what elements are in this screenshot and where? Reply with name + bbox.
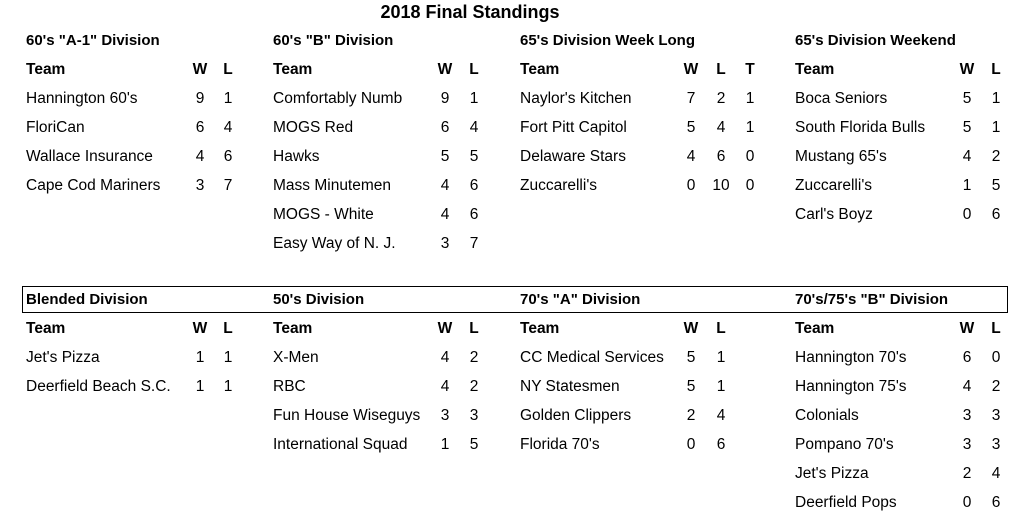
division-title: 70's/75's "B" Division [795,291,949,308]
losses: 10 [712,177,730,194]
losses: 6 [991,494,1001,511]
losses: 1 [223,90,233,107]
losses: 6 [469,177,479,194]
wins: 4 [962,378,972,395]
wins: 5 [686,119,696,136]
header-wins: W [437,320,453,337]
team-name: Golden Clippers [520,407,632,424]
wins: 4 [440,206,450,223]
ties: 0 [745,148,755,165]
header-losses: L [716,320,726,337]
losses: 2 [469,349,479,366]
wins: 3 [195,177,205,194]
team-name: MOGS - White [273,206,374,223]
team-name: Colonials [795,407,859,424]
header-losses: L [223,61,233,78]
team-name: Naylor's Kitchen [520,90,632,107]
team-name: Comfortably Numb [273,90,403,107]
division-title: Blended Division [26,291,148,308]
team-name: Hannington 60's [26,90,138,107]
wins: 1 [440,436,450,453]
division-title: 60's "B" Division [273,32,394,49]
team-name: Florida 70's [520,436,600,453]
wins: 3 [440,235,450,252]
wins: 3 [440,407,450,424]
losses: 3 [991,436,1001,453]
wins: 0 [962,494,972,511]
header-losses: L [469,320,479,337]
team-name: Fun House Wiseguys [273,407,421,424]
team-name: Cape Cod Mariners [26,177,161,194]
header-wins: W [959,61,975,78]
team-name: CC Medical Services [520,349,664,366]
team-name: RBC [273,378,306,395]
losses: 6 [469,206,479,223]
team-name: Zuccarelli's [795,177,873,194]
losses: 4 [469,119,479,136]
team-name: Mass Minutemen [273,177,392,194]
wins: 3 [962,407,972,424]
wins: 4 [440,349,450,366]
team-name: Hannington 75's [795,378,907,395]
ties: 1 [745,119,755,136]
wins: 3 [962,436,972,453]
wins: 1 [195,349,205,366]
team-name: Carl's Boyz [795,206,873,223]
wins: 2 [962,465,972,482]
losses: 7 [223,177,233,194]
division-title: 60's "A-1" Division [26,32,160,49]
header-losses: L [991,320,1001,337]
wins: 7 [686,90,696,107]
losses: 1 [223,378,233,395]
wins: 5 [440,148,450,165]
losses: 4 [991,465,1001,482]
wins: 0 [962,206,972,223]
losses: 3 [991,407,1001,424]
wins: 4 [195,148,205,165]
division-title: 70's "A" Division [520,291,641,308]
losses: 4 [223,119,233,136]
losses: 5 [469,436,479,453]
wins: 9 [440,90,450,107]
team-name: FloriCan [26,119,85,136]
team-name: MOGS Red [273,119,354,136]
team-name: Hannington 70's [795,349,907,366]
header-team: Team [26,320,66,337]
team-name: Deerfield Beach S.C. [26,378,171,395]
header-wins: W [959,320,975,337]
losses: 1 [223,349,233,366]
wins: 0 [686,436,696,453]
wins: 5 [962,119,972,136]
division-title: 65's Division Weekend [795,32,956,49]
header-wins: W [192,320,208,337]
header-team: Team [520,320,560,337]
wins: 5 [962,90,972,107]
team-name: NY Statesmen [520,378,620,395]
wins: 9 [195,90,205,107]
losses: 6 [991,206,1001,223]
team-name: Wallace Insurance [26,148,153,165]
losses: 1 [716,378,726,395]
losses: 6 [716,436,726,453]
losses: 1 [991,90,1001,107]
losses: 0 [991,349,1001,366]
team-name: Deerfield Pops [795,494,897,511]
header-losses: L [991,61,1001,78]
wins: 1 [962,177,972,194]
division-title: 50's Division [273,291,365,308]
page-title: 2018 Final Standings [380,2,560,22]
losses: 2 [469,378,479,395]
header-team: Team [273,320,313,337]
losses: 7 [469,235,479,252]
header-wins: W [437,61,453,78]
team-name: Jet's Pizza [26,349,100,366]
team-name: Pompano 70's [795,436,894,453]
team-name: Boca Seniors [795,90,888,107]
header-losses: L [469,61,479,78]
header-ties: T [745,61,755,78]
header-team: Team [520,61,560,78]
header-team: Team [795,61,835,78]
header-wins: W [683,61,699,78]
wins: 2 [686,407,696,424]
wins: 0 [686,177,696,194]
team-name: Zuccarelli's [520,177,598,194]
wins: 4 [686,148,696,165]
losses: 1 [991,119,1001,136]
team-name: Fort Pitt Capitol [520,119,627,136]
wins: 1 [195,378,205,395]
losses: 5 [469,148,479,165]
team-name: South Florida Bulls [795,119,926,136]
losses: 4 [716,407,726,424]
team-name: International Squad [273,436,408,453]
team-name: Delaware Stars [520,148,626,165]
losses: 2 [716,90,726,107]
wins: 4 [440,378,450,395]
wins: 5 [686,378,696,395]
team-name: Hawks [273,148,320,165]
header-team: Team [795,320,835,337]
header-team: Team [273,61,313,78]
team-name: Easy Way of N. J. [273,235,396,252]
losses: 1 [716,349,726,366]
team-name: X-Men [273,349,319,366]
ties: 0 [745,177,755,194]
losses: 6 [223,148,233,165]
losses: 1 [469,90,479,107]
header-wins: W [683,320,699,337]
team-name: Mustang 65's [795,148,887,165]
losses: 4 [716,119,726,136]
losses: 5 [991,177,1001,194]
wins: 6 [440,119,450,136]
header-wins: W [192,61,208,78]
losses: 3 [469,407,479,424]
losses: 6 [716,148,726,165]
team-name: Jet's Pizza [795,465,869,482]
wins: 5 [686,349,696,366]
wins: 6 [195,119,205,136]
header-losses: L [223,320,233,337]
losses: 2 [991,148,1001,165]
ties: 1 [745,90,755,107]
wins: 6 [962,349,972,366]
division-title: 65's Division Week Long [520,32,696,49]
losses: 2 [991,378,1001,395]
wins: 4 [962,148,972,165]
header-losses: L [716,61,726,78]
header-team: Team [26,61,66,78]
wins: 4 [440,177,450,194]
